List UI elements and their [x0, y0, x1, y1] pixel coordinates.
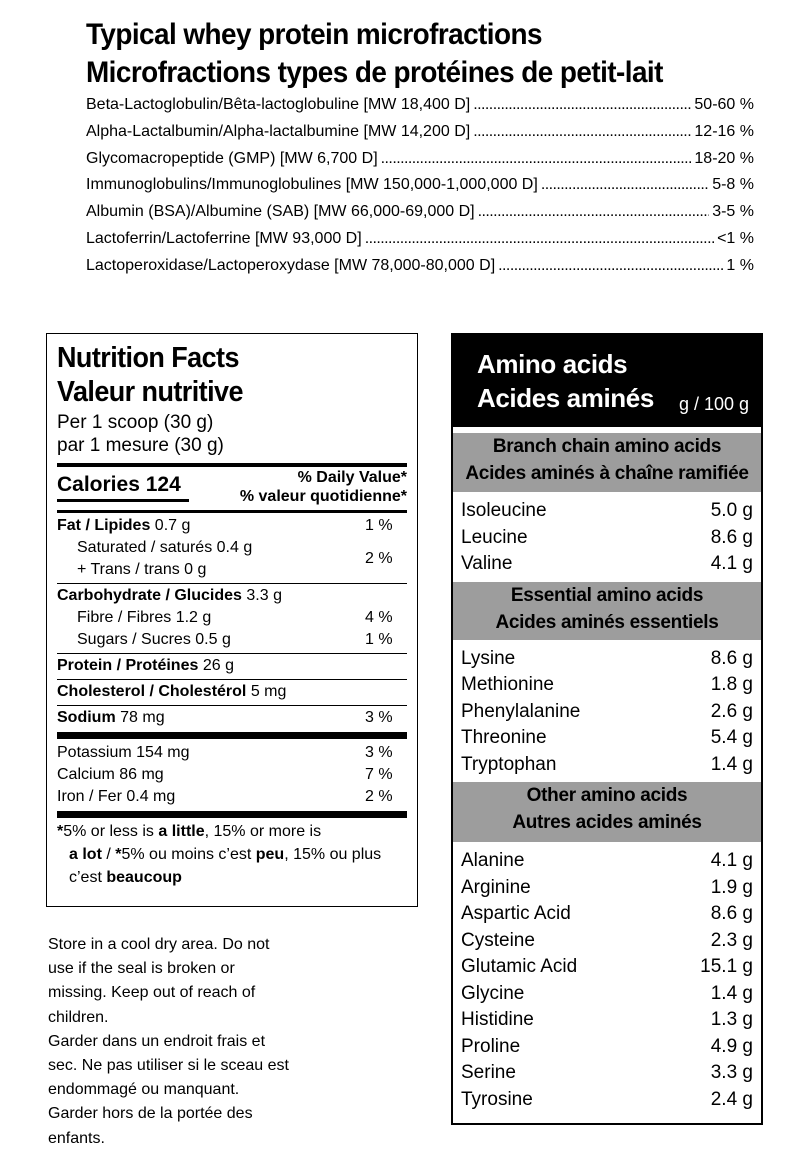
amino-name: Alanine — [461, 850, 525, 871]
dot-leader — [478, 203, 710, 221]
amino-row — [461, 875, 753, 902]
section-header-essential — [453, 582, 761, 640]
microfraction-label: Immunoglobulins/Immunoglobulines [MW 150,000-1,000,000 D] — [86, 176, 538, 194]
amino-row — [461, 981, 753, 1008]
divider-thin — [57, 679, 407, 680]
amino-name: Lysine — [461, 647, 516, 669]
microfractions-title-fr: Microfractions types de protéines de petit-lait — [86, 56, 663, 89]
sat-trans-pct: 2 % — [365, 550, 393, 567]
fat-amount: 0.7 g — [154, 517, 191, 534]
storage-instructions — [48, 933, 328, 1151]
nutrient-row-protein — [57, 655, 407, 677]
amino-row — [461, 954, 753, 981]
amino-title-en: Amino acids — [477, 349, 628, 379]
microfraction-row — [86, 150, 754, 177]
nutrient-row-cholesterol — [57, 681, 407, 703]
microfractions-list — [86, 96, 754, 284]
sat-trans-text — [57, 537, 252, 581]
amino-value: 1.4 g — [710, 982, 753, 1004]
amino-value: 5.0 g — [710, 500, 753, 521]
calories-row — [57, 467, 407, 507]
section-title-fr: Autres acides aminés — [512, 812, 702, 833]
amino-name: Phenylalanine — [461, 700, 581, 722]
calories-block — [57, 467, 189, 502]
storage-line: endommagé ou manquant. — [48, 1081, 240, 1099]
amino-name: Threonine — [461, 727, 547, 748]
dot-leader — [381, 150, 692, 168]
protein-amount: 26 g — [202, 657, 234, 674]
amino-list-other — [453, 842, 761, 1117]
amino-unit: g / 100 g — [678, 394, 749, 414]
calories-underline — [57, 499, 189, 502]
amino-acids-header — [453, 335, 761, 427]
amino-name: Valine — [461, 553, 513, 574]
amino-name: Leucine — [461, 526, 528, 548]
amino-row — [461, 1087, 753, 1114]
section-header-branch-chain — [453, 433, 761, 492]
amino-value: 8.6 g — [710, 903, 753, 924]
nutrition-title-fr: Valeur nutritive — [57, 376, 243, 408]
storage-line: missing. Keep out of reach of — [48, 984, 256, 1002]
amino-row — [461, 848, 753, 875]
fibre-pct: 4 % — [365, 609, 393, 626]
amino-row — [461, 725, 753, 752]
chol-text — [57, 681, 286, 703]
sodium-pct: 3 % — [365, 709, 393, 726]
amino-name: Arginine — [461, 876, 531, 898]
chol-amount: 5 mg — [250, 683, 287, 700]
fat-text — [57, 515, 190, 537]
storage-line: children. — [48, 1008, 109, 1026]
daily-value-heading — [240, 467, 407, 506]
protein-text — [57, 655, 234, 677]
amino-value: 5.4 g — [710, 727, 753, 748]
divider-extra-thick — [57, 732, 407, 739]
amino-name: Proline — [461, 1035, 521, 1057]
microfraction-label: Beta-Lactoglobulin/Bêta-lactoglobuline [MW 18,400 D] — [86, 96, 471, 113]
section-title-en: Essential amino acids — [510, 584, 704, 606]
microfractions-section — [86, 16, 754, 284]
dot-leader — [365, 230, 714, 248]
fat-pct: 1 % — [365, 517, 393, 534]
amino-row — [461, 1007, 753, 1034]
dot-leader — [473, 123, 691, 141]
amino-title-fr: Acides aminés — [477, 383, 654, 413]
amino-name: Glutamic Acid — [461, 956, 578, 977]
amino-acids-title — [477, 347, 654, 415]
amino-name: Glycine — [461, 982, 525, 1004]
sugars-pct: 1 % — [365, 631, 393, 648]
amino-row — [461, 928, 753, 955]
section-title-fr: Acides aminés à chaîne ramifiée — [465, 463, 749, 484]
microfraction-label: Lactoferrin/Lactoferrine [MW 93,000 D] — [86, 229, 362, 247]
dot-leader — [541, 176, 709, 194]
microfraction-label: Alpha-Lactalbumin/Alpha-lactalbumine [MW 14,200 D] — [86, 122, 471, 140]
daily-value-footnote: *5% or less is a little, 15% or more is a lot / *5% ou moins c’est peu, 15% ou plus c’est beaucoup — [57, 823, 382, 886]
dot-leader — [498, 257, 723, 275]
sodium-label: Sodium — [57, 709, 116, 726]
microfraction-value: 5-8 % — [712, 176, 754, 194]
calories-label: Calories 124 — [57, 473, 181, 496]
amino-name: Tryptophan — [461, 753, 557, 775]
amino-row — [461, 646, 753, 673]
potassium-pct: 3 % — [365, 744, 393, 761]
amino-list-branch-chain — [453, 492, 761, 582]
amino-value: 2.6 g — [710, 700, 753, 722]
microfraction-value: 50-60 % — [694, 96, 754, 113]
divider-medium — [57, 510, 407, 513]
nutrient-row-sugars — [57, 629, 407, 651]
daily-value-fr: % valeur quotidienne* — [239, 488, 407, 505]
amino-acids-panel — [451, 333, 763, 1125]
amino-name: Histidine — [461, 1009, 534, 1030]
amino-value: 2.4 g — [710, 1088, 753, 1110]
divider-thin — [57, 583, 407, 584]
trans-label: + Trans / trans 0 g — [77, 561, 207, 578]
section-title-en: Branch chain amino acids — [492, 436, 722, 457]
amino-name: Tyrosine — [461, 1088, 533, 1110]
amino-name: Cysteine — [461, 929, 535, 951]
nutrient-row-sat-trans — [57, 537, 407, 581]
amino-value: 4.9 g — [710, 1035, 753, 1057]
sodium-text — [57, 707, 165, 729]
divider-thin — [57, 705, 407, 706]
microfraction-value: 1 % — [726, 256, 754, 274]
amino-row — [461, 901, 753, 928]
nutrition-title-en: Nutrition Facts — [57, 342, 239, 374]
fibre-label: Fibre / Fibres 1.2 g — [77, 609, 212, 626]
storage-line: enfants. — [48, 1129, 105, 1147]
storage-line: sec. Ne pas utiliser si le sceau est — [48, 1057, 289, 1075]
daily-value-en: % Daily Value* — [297, 469, 407, 486]
microfraction-value: 3-5 % — [712, 203, 754, 221]
microfraction-row — [86, 96, 754, 123]
storage-line: use if the seal is broken or — [48, 960, 235, 978]
carb-amount: 3.3 g — [246, 587, 282, 604]
calcium-label: Calcium 86 mg — [57, 766, 164, 783]
nutrition-facts-panel — [46, 333, 418, 907]
microfraction-row — [86, 176, 754, 203]
microfraction-label: Glycomacropeptide (GMP) [MW 6,700 D] — [86, 149, 378, 167]
sugars-label: Sugars / Sucres 0.5 g — [77, 631, 231, 648]
amino-row — [461, 752, 753, 779]
section-title-fr: Acides aminés essentiels — [495, 611, 719, 633]
microfractions-title-en: Typical whey protein microfractions — [86, 18, 542, 51]
potassium-label: Potassium 154 mg — [57, 744, 190, 761]
amino-value: 15.1 g — [700, 956, 753, 977]
iron-pct: 2 % — [365, 788, 393, 805]
amino-row — [461, 498, 753, 525]
amino-row — [461, 1060, 753, 1087]
amino-value: 1.4 g — [710, 753, 753, 775]
amino-row — [461, 1034, 753, 1061]
amino-row — [461, 525, 753, 552]
amino-row — [461, 551, 753, 578]
amino-value: 8.6 g — [710, 526, 753, 548]
amino-name: Aspartic Acid — [461, 903, 571, 924]
amino-value: 4.1 g — [710, 850, 753, 871]
carb-label: Carbohydrate / Glucides — [57, 587, 242, 604]
divider-extra-thick — [57, 811, 407, 818]
amino-value: 1.3 g — [710, 1009, 753, 1030]
nutrient-row-sodium — [57, 707, 407, 729]
microfraction-row — [86, 123, 754, 150]
microfraction-row — [86, 257, 754, 284]
storage-line: Garder hors de la portée des — [48, 1105, 253, 1123]
nutrient-row-fat — [57, 515, 407, 537]
amino-value: 8.6 g — [710, 647, 753, 669]
microfraction-label: Lactoperoxidase/Lactoperoxydase [MW 78,000-80,000 D] — [86, 256, 496, 274]
amino-value: 1.9 g — [710, 876, 753, 898]
amino-row — [461, 699, 753, 726]
dot-leader — [473, 96, 691, 114]
saturated-label: Saturated / saturés 0.4 g — [77, 539, 253, 556]
amino-value: 3.3 g — [710, 1062, 753, 1083]
nutrient-row-carb — [57, 585, 407, 607]
protein-label: Protein / Protéines — [57, 657, 199, 674]
amino-list-essential — [453, 640, 761, 783]
sodium-amount: 78 mg — [120, 709, 165, 726]
storage-line: Garder dans un endroit frais et — [48, 1032, 266, 1050]
nutrient-row-potassium — [57, 742, 407, 764]
amino-value: 1.8 g — [710, 674, 753, 695]
amino-value: 2.3 g — [710, 929, 753, 951]
carb-text — [57, 585, 282, 607]
microfraction-label: Albumin (BSA)/Albumine (SAB) [MW 66,000-69,000 D] — [86, 203, 475, 221]
amino-row — [461, 672, 753, 699]
calcium-pct: 7 % — [365, 766, 393, 783]
section-header-other — [453, 782, 761, 842]
microfraction-value: 18-20 % — [694, 149, 754, 167]
storage-line: Store in a cool dry area. Do not — [48, 936, 270, 953]
nutrient-row-fibre — [57, 607, 407, 629]
microfraction-row — [86, 230, 754, 257]
amino-name: Methionine — [461, 674, 554, 695]
microfraction-value: 12-16 % — [694, 122, 754, 140]
divider-thin — [57, 653, 407, 654]
microfraction-row — [86, 203, 754, 230]
section-title-en: Other amino acids — [526, 785, 688, 806]
nutrient-row-calcium — [57, 764, 407, 786]
iron-label: Iron / Fer 0.4 mg — [57, 788, 176, 805]
microfraction-value: <1 % — [717, 229, 754, 247]
fat-label: Fat / Lipides — [57, 517, 151, 534]
nutrient-row-iron — [57, 786, 407, 808]
chol-label: Cholesterol / Cholestérol — [57, 683, 247, 700]
amino-value: 4.1 g — [710, 553, 753, 574]
serving-size-fr: par 1 mesure (30 g) — [57, 435, 224, 456]
serving-size-en: Per 1 scoop (30 g) — [57, 412, 214, 433]
amino-name: Isoleucine — [461, 500, 547, 521]
amino-name: Serine — [461, 1062, 516, 1083]
